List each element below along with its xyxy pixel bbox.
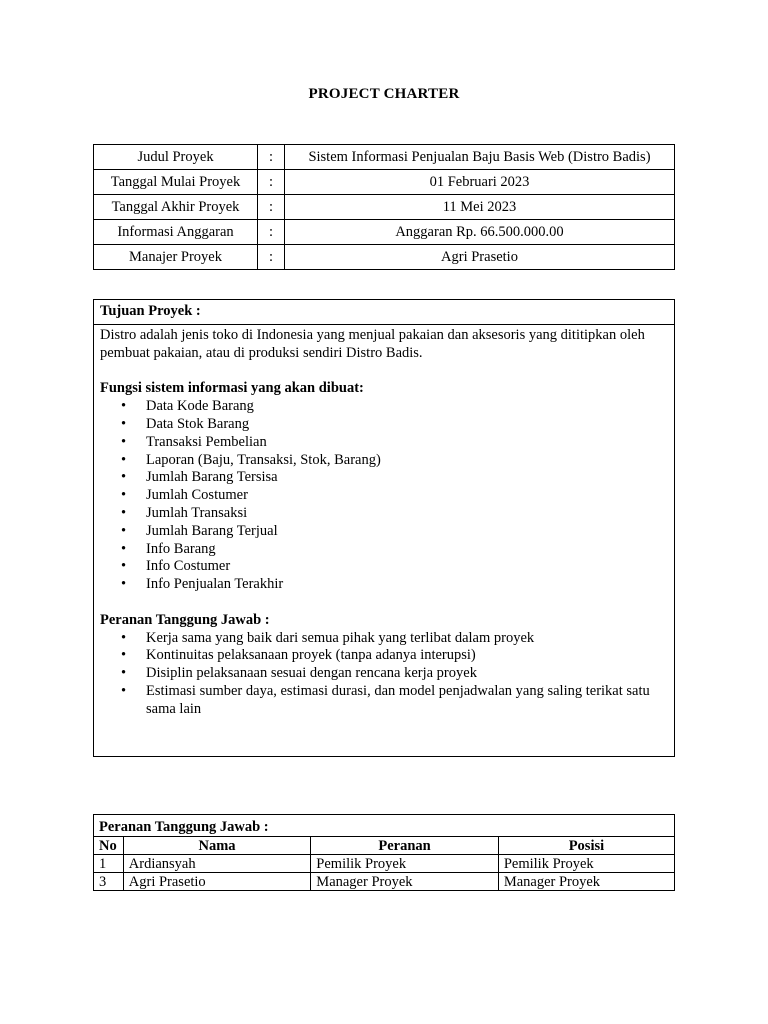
table-cell: Agri Prasetio: [123, 873, 311, 891]
fungsi-item: • Jumlah Costumer: [100, 487, 668, 505]
fungsi-item: • Transaksi Pembelian: [100, 434, 668, 452]
info-row: [94, 145, 675, 170]
tujuan-body: [94, 325, 674, 721]
info-label: Informasi Anggaran: [94, 220, 258, 245]
roles-table-heading: Peranan Tanggung Jawab :: [94, 815, 675, 837]
table-cell: Manager Proyek: [311, 873, 499, 891]
info-separator: :: [258, 170, 285, 195]
info-value: 11 Mei 2023: [285, 195, 675, 220]
peranan-item: • Kontinuitas pelaksanaan proyek (tanpa adanya interupsi): [100, 647, 668, 665]
info-value: Sistem Informasi Penjualan Baju Basis Web (Distro Badis): [285, 145, 675, 170]
tujuan-heading: Tujuan Proyek :: [94, 300, 674, 325]
fungsi-item: • Data Kode Barang: [100, 398, 668, 416]
table-cell: 3: [94, 873, 124, 891]
table-cell: Pemilik Proyek: [498, 855, 674, 873]
info-label: Manajer Proyek: [94, 245, 258, 270]
table-cell: 1: [94, 855, 124, 873]
tujuan-proyek-box: [93, 299, 675, 757]
info-value: Anggaran Rp. 66.500.000.00: [285, 220, 675, 245]
info-separator: :: [258, 145, 285, 170]
info-separator: :: [258, 195, 285, 220]
fungsi-item: • Jumlah Transaksi: [100, 505, 668, 523]
fungsi-heading: Fungsi sistem informasi yang akan dibuat:: [100, 380, 364, 397]
info-row: [94, 245, 675, 270]
document-title: PROJECT CHARTER: [308, 86, 460, 102]
fungsi-item: • Jumlah Barang Terjual: [100, 523, 668, 541]
table-cell: Manager Proyek: [498, 873, 674, 891]
info-row: [94, 195, 675, 220]
fungsi-list: [100, 398, 668, 594]
info-value: Agri Prasetio: [285, 245, 675, 270]
fungsi-item: • Info Costumer: [100, 558, 668, 576]
fungsi-item: • Info Penjualan Terakhir: [100, 576, 668, 594]
fungsi-item: • Jumlah Barang Tersisa: [100, 469, 668, 487]
table-row: [94, 855, 675, 873]
fungsi-item: • Data Stok Barang: [100, 416, 668, 434]
info-label: Tanggal Mulai Proyek: [94, 170, 258, 195]
column-header-peranan: Peranan: [311, 837, 499, 855]
table-cell: Pemilik Proyek: [311, 855, 499, 873]
info-row: [94, 220, 675, 245]
peranan-item: • Disiplin pelaksanaan sesuai dengan rencana kerja proyek: [100, 665, 668, 683]
info-value: 01 Februari 2023: [285, 170, 675, 195]
column-header-no: No: [94, 837, 124, 855]
info-separator: :: [258, 220, 285, 245]
column-header-nama: Nama: [123, 837, 311, 855]
peranan-heading: Peranan Tanggung Jawab :: [100, 611, 270, 628]
info-label: Judul Proyek: [94, 145, 258, 170]
table-row: [94, 873, 675, 891]
project-info-table: [93, 144, 675, 270]
column-header-posisi: Posisi: [498, 837, 674, 855]
peranan-item: • Estimasi sumber daya, estimasi durasi, dan model penjadwalan yang saling terikat satu sama lain: [100, 683, 668, 719]
peranan-item: • Kerja sama yang baik dari semua pihak yang terlibat dalam proyek: [100, 630, 668, 648]
fungsi-item: • Laporan (Baju, Transaksi, Stok, Barang): [100, 452, 668, 470]
info-label: Tanggal Akhir Proyek: [94, 195, 258, 220]
info-row: [94, 170, 675, 195]
peranan-list: [100, 630, 668, 719]
roles-table: [93, 814, 675, 891]
info-separator: :: [258, 245, 285, 270]
fungsi-item: • Info Barang: [100, 541, 668, 559]
tujuan-description: Distro adalah jenis toko di Indonesia yang menjual pakaian dan aksesoris yang dititipkan oleh pembuat pakaian, atau di produksi sendiri Distro Badis.: [100, 327, 645, 361]
table-cell: Ardiansyah: [123, 855, 311, 873]
roles-header-row: [94, 837, 675, 855]
